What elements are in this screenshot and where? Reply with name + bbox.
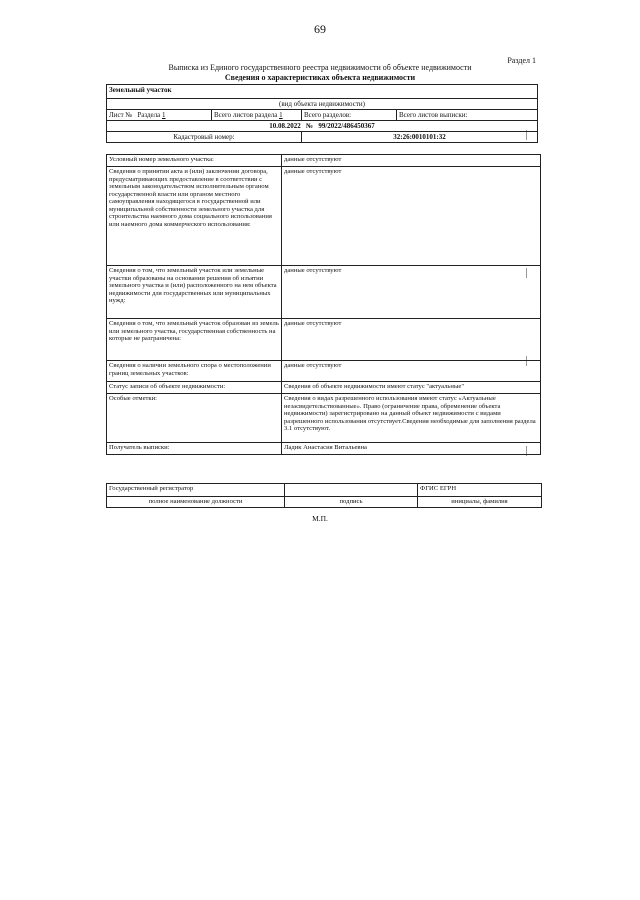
row-label: Особые отметки: bbox=[107, 394, 282, 443]
cadastral-number: 32:26:0010101:32 bbox=[302, 132, 538, 143]
table-row bbox=[107, 443, 541, 455]
total-sections-cell bbox=[302, 110, 397, 121]
row-label: Сведения о том, что земельный участок образован из земель или земельного участка, государственная собственность на которые не разграничена: bbox=[107, 319, 282, 361]
section-word: Раздела bbox=[137, 111, 161, 120]
section-number: 1 bbox=[162, 111, 166, 120]
signature-table bbox=[106, 483, 542, 508]
row-label: Сведения о наличии земельного спора о местоположении границ земельных участков: bbox=[107, 361, 282, 382]
extract-date: 10.08.2022 bbox=[269, 122, 301, 131]
section-label: Раздел 1 bbox=[507, 56, 536, 65]
row-value: Сведения о видах разрешенного использования имеют статус «Актуальные незасвидетельствованные». Право (ограничение права, обременение объекта недвижимости) зарегистрировано на данный объект недвижимости с видами разрешенного использования отсутствует.Сведения необходимые для заполнения раздела 3.1 отсутствуют. bbox=[282, 394, 541, 443]
row-value: данные отсутствуют bbox=[282, 155, 541, 167]
total-in-section-cell bbox=[212, 110, 302, 121]
row-label: Сведения о принятии акта и (или) заключении договора, предусматривающих предоставление в соответствии с земельным законодательством исполнительным органом государственной власти или органом местного самоуправления находящегося в государственной или муниципальной собственности земельного участка для строительства наемного дома социального использования или наемного дома коммерческого использования: bbox=[107, 167, 282, 266]
extract-number: 99/2022/486450367 bbox=[318, 122, 375, 131]
registrar-position: Государственный регистратор bbox=[107, 484, 285, 497]
total-sheets-label: Всего листов выписки: bbox=[399, 111, 468, 120]
number-sign: № bbox=[306, 122, 314, 131]
table-row bbox=[107, 382, 541, 394]
row-value: данные отсутствуют bbox=[282, 361, 541, 382]
table-row bbox=[107, 319, 541, 361]
document-subtitle: Сведения о характеристиках объекта недвижимости bbox=[224, 73, 416, 82]
table-row bbox=[107, 361, 541, 382]
signature-cell bbox=[285, 484, 418, 497]
row-label: Условный номер земельного участка: bbox=[107, 155, 282, 167]
row-value: Сведения об объекте недвижимости имеют статус "актуальные" bbox=[282, 382, 541, 394]
table-row bbox=[107, 167, 541, 266]
total-sections-label: Всего разделов: bbox=[304, 111, 352, 120]
table-row bbox=[107, 266, 541, 319]
total-sheets-cell bbox=[397, 110, 538, 121]
system-name: ФГИС ЕГРН bbox=[418, 484, 542, 497]
row-value: данные отсутствуют bbox=[282, 319, 541, 361]
position-caption: полное наименование должности bbox=[107, 497, 285, 508]
header-table bbox=[106, 84, 538, 143]
row-value: данные отсутствуют bbox=[282, 266, 541, 319]
page-number: 69 bbox=[314, 22, 326, 36]
sheet-number-label: Лист № bbox=[109, 111, 133, 120]
characteristics-table bbox=[106, 154, 541, 455]
row-label: Получатель выписки: bbox=[107, 443, 282, 455]
total-in-section-value: 1 bbox=[279, 111, 283, 120]
object-type: Земельный участок bbox=[107, 85, 538, 99]
row-value: Ладик Анастасия Витальевна bbox=[282, 443, 541, 455]
row-label: Статус записи об объекте недвижимости: bbox=[107, 382, 282, 394]
table-row bbox=[107, 155, 541, 167]
row-label: Сведения о том, что земельный участок или земельные участки образованы на основании решения об изъятии земельного участка и (или) расположенного на нем объекта недвижимости для государственных или муниципальных нужд: bbox=[107, 266, 282, 319]
document-title: Выписка из Единого государственного реестра недвижимости об объекте недвижимости bbox=[168, 63, 472, 72]
signature-caption: подпись bbox=[285, 497, 418, 508]
date-number-line bbox=[107, 121, 538, 132]
sheet-number-cell bbox=[107, 110, 212, 121]
row-value: данные отсутствуют bbox=[282, 167, 541, 266]
total-in-section-label: Всего листов раздела bbox=[214, 111, 278, 120]
cadastral-label: Кадастровый номер: bbox=[107, 132, 302, 143]
stamp-placeholder: М.П. bbox=[312, 514, 328, 523]
object-type-caption: (вид объекта недвижимости) bbox=[107, 99, 538, 110]
table-row bbox=[107, 394, 541, 443]
name-caption: инициалы, фамилия bbox=[418, 497, 542, 508]
